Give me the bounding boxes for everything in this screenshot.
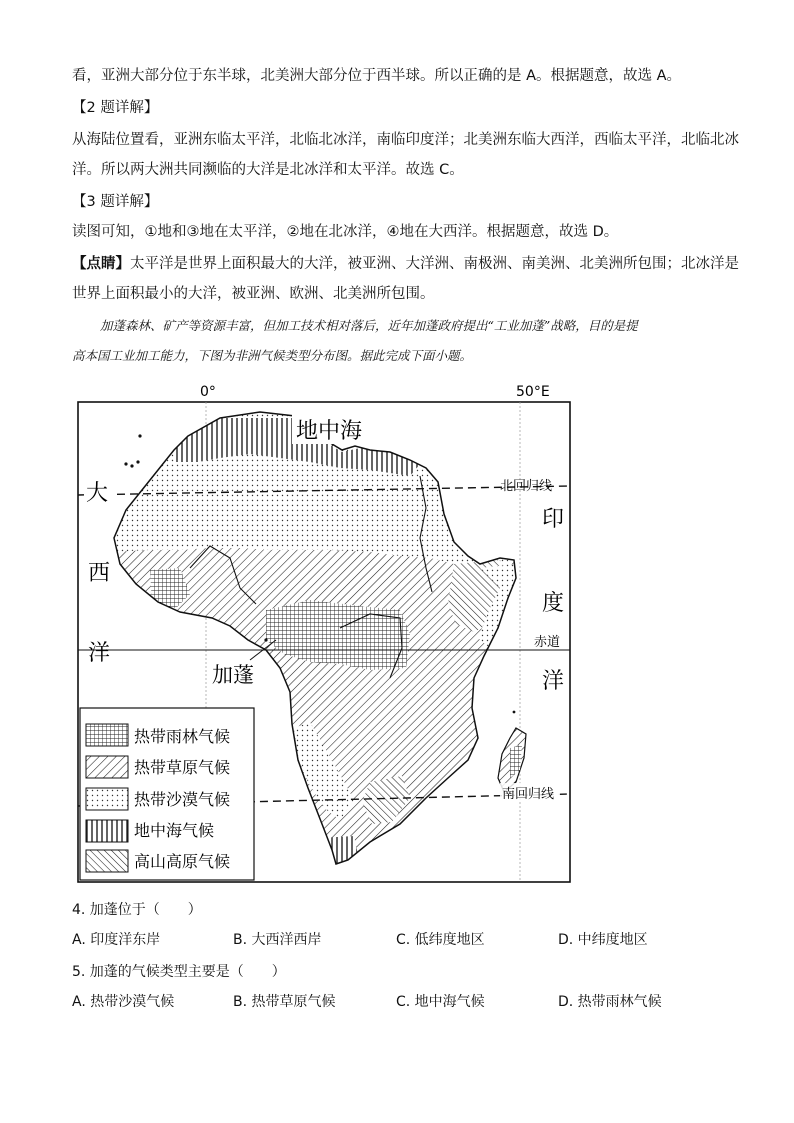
answer-text-q2-line-2: 洋。所以两大洲共同濒临的大洋是北冰洋和太平洋。故选 C。	[72, 162, 464, 178]
label-indian-1: 印	[542, 507, 565, 532]
tip-text-1: 太平洋是世界上面积最大的大洋，被亚洲、大洋洲、南极洲、南美洲、北美洲所包围；北冰洋是	[130, 256, 739, 272]
label-indian-3: 洋	[542, 669, 565, 694]
question-5-option-a[interactable]: A. 热带沙漠气候	[72, 994, 175, 1010]
africa-climate-map	[70, 378, 574, 886]
question-4-option-b[interactable]: B. 大西洋西岸	[233, 932, 322, 948]
question-5-option-c[interactable]: C. 地中海气候	[396, 994, 485, 1010]
lon-label-50e: 50°E	[516, 384, 550, 400]
legend-swatch-desert	[86, 788, 128, 810]
legend-label-savanna: 热带草原气候	[134, 758, 231, 777]
tip-line-2: 世界上面积最小的大洋，被亚洲、欧洲、北美洲所包围。	[72, 286, 435, 302]
legend-swatch-rainforest	[86, 724, 128, 746]
legend-label-mediterranean: 地中海气候	[134, 821, 215, 840]
answer-text-line-1: 看，亚洲大部分位于东半球，北美洲大部分位于西半球。所以正确的是 A。根据题意，故选 A。	[72, 68, 682, 84]
map-legend	[80, 708, 254, 880]
answer-text-q3: 读图可知，①地和③地在太平洋，②地在北冰洋，④地在大西洋。根据题意，故选 D。	[72, 224, 619, 240]
question-5-option-b[interactable]: B. 热带草原气候	[233, 994, 336, 1010]
question-5-stem: 5. 加蓬的气候类型主要是（ ）	[72, 964, 286, 980]
tip-tag: 【点睛】	[72, 256, 130, 272]
island-dot	[264, 638, 267, 641]
section-heading-q3: 【3 题详解】	[72, 194, 159, 210]
lon-label-0: 0°	[200, 384, 216, 400]
label-gabon: 加蓬	[212, 663, 254, 687]
question-5-option-d[interactable]: D. 热带雨林气候	[558, 994, 662, 1010]
legend-swatch-mediterranean	[86, 820, 128, 842]
question-4-option-a[interactable]: A. 印度洋东岸	[72, 932, 161, 948]
label-atlantic-3: 洋	[88, 641, 111, 666]
answer-text-q2-line-1: 从海陆位置看，亚洲东临太平洋，北临北冰洋，南临印度洋；北美洲东临大西洋，西临太平洋，北临北冰	[72, 132, 739, 148]
label-indian-2: 度	[542, 591, 565, 616]
label-atlantic-1: 大	[86, 481, 109, 506]
intro-line-2: 高本国工业加工能力，下图为非洲气候类型分布图。据此完成下面小题。	[72, 348, 473, 363]
tip-line-1	[72, 254, 739, 274]
label-equator: 赤道	[534, 635, 561, 650]
island-dot	[513, 711, 516, 714]
label-atlantic-2: 西	[88, 561, 111, 586]
label-mediterranean-sea: 地中海	[296, 419, 363, 444]
intro-line-1: 加蓬森林、矿产等资源丰富，但加工技术相对落后，近年加蓬政府提出“工业加蓬”战略，目的是提	[100, 318, 638, 333]
question-4-stem: 4. 加蓬位于（ ）	[72, 902, 202, 918]
label-tropic-capricorn: 南回归线	[502, 787, 555, 802]
legend-swatch-savanna	[86, 756, 128, 778]
question-4-option-d[interactable]: D. 中纬度地区	[558, 932, 648, 948]
legend-swatch-highland	[86, 850, 128, 872]
island-dot	[138, 434, 141, 437]
island-dot	[136, 460, 139, 463]
label-tropic-cancer: 北回归线	[500, 479, 553, 494]
legend-label-desert: 热带沙漠气候	[134, 790, 231, 809]
island-dot	[130, 464, 133, 467]
section-heading-q2: 【2 题详解】	[72, 100, 159, 116]
question-4-option-c[interactable]: C. 低纬度地区	[396, 932, 485, 948]
legend-label-highland: 高山高原气候	[134, 852, 231, 871]
legend-label-rainforest: 热带雨林气候	[134, 727, 231, 746]
island-dot	[124, 462, 127, 465]
